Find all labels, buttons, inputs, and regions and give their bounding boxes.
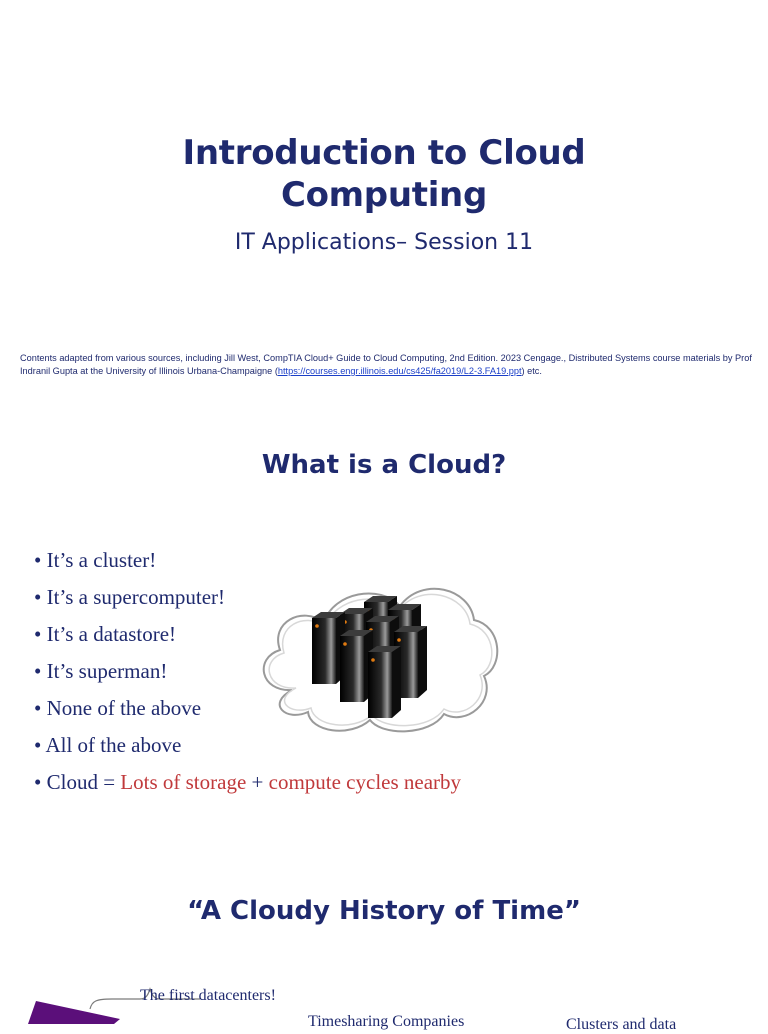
bullet-item-definition (34, 767, 461, 804)
timeline-arrow-bar (28, 1001, 120, 1024)
bullet-item: • It’s superman! (34, 659, 168, 683)
definition-compute: compute cycles nearby (268, 770, 462, 794)
label-timesharing-companies: Timesharing Companies (308, 1013, 465, 1030)
bullet-item: • It’s a supercomputer! (34, 585, 226, 609)
slide-title (0, 132, 768, 216)
credits-note (20, 352, 755, 378)
definition-plus: + (246, 770, 269, 794)
bullet-item: • All of the above (34, 733, 182, 757)
credits-source-link[interactable]: https://courses.engr.illinois.edu/cs425/fa2019/L2-3.FA19.ppt (277, 366, 522, 376)
cloud-heading: What is a Cloud? (261, 450, 507, 480)
slide-title-line-1: Introduction to Cloud (182, 133, 586, 173)
bullet-item: • It’s a cluster! (34, 548, 157, 572)
definition-storage: Lots of storage (120, 770, 247, 794)
credits-text-2: ) etc. (521, 366, 542, 376)
label-clusters: Clusters and data (566, 1016, 677, 1033)
slide-subtitle: IT Applications– Session 11 (234, 230, 534, 255)
history-heading: “A Cloudy History of Time” (187, 896, 581, 926)
bullet-item: • None of the above (34, 696, 202, 720)
label-first-datacenters: The first datacenters! (140, 987, 276, 1004)
slide-title-line-2: Computing (280, 175, 488, 215)
server-cluster-cloud-icon (252, 570, 502, 740)
credits-text-1: Contents adapted from various sources, including Jill West, CompTIA Cloud+ Guide to Cloud Computing, 2nd Edition. 2023 Cengage., Distributed Systems course materials by Prof Indranil Gupta at the University of Illinois Urbana-Champaigne ( (20, 353, 752, 376)
definition-prefix: • Cloud = (34, 770, 121, 794)
bullet-item: • It’s a datastore! (34, 622, 177, 646)
